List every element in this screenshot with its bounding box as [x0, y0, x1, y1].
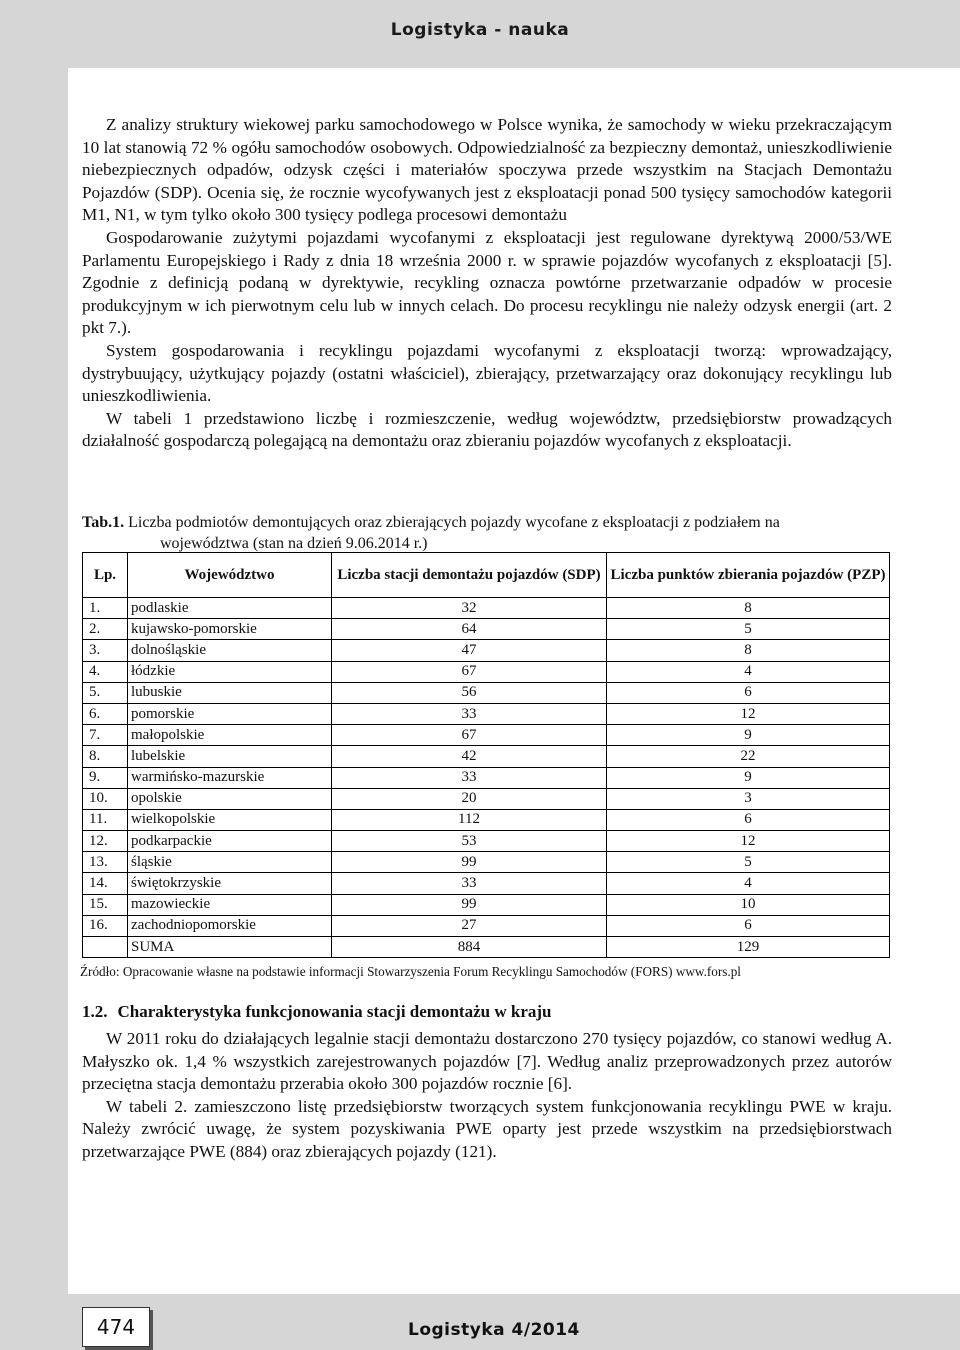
table-row	[83, 640, 890, 661]
sdp-count: 42	[332, 746, 607, 767]
table-caption-line1: Liczba podmiotów demontujących oraz zbierających pojazdy wycofane z eksploatacji z podziałem na	[128, 514, 780, 531]
row-number: 2.	[83, 619, 128, 640]
sum-sdp: 884	[332, 937, 607, 958]
running-header: Logistyka - nauka	[390, 20, 570, 40]
page-number: 474	[82, 1307, 150, 1347]
voivodeship-name: podlaskie	[128, 598, 332, 619]
pzp-count: 3	[607, 788, 890, 809]
voivodeship-name: dolnośląskie	[128, 640, 332, 661]
sdp-count: 32	[332, 598, 607, 619]
sdp-count: 64	[332, 619, 607, 640]
pzp-count: 5	[607, 619, 890, 640]
voivodeship-name: lubuskie	[128, 682, 332, 703]
paragraph-1: Z analizy struktury wiekowej parku samochodowego w Polsce wynika, że samochody w wieku przekraczającym 10 lat stanowią 72 % ogółu samochodów osobowych. Odpowiedzialność za bezpieczny demontaż, unieszkodliwienie niebezpiecznych odpadów, odzysk części i materiałów spoczywa przede wszystkim na Stacjach Demontażu Pojazdów (SDP). Ocenia się, że rocznie wycofywanych jest z eksploatacji ponad 500 tysięcy samochodów kategorii M1, N1, w tym tylko około 300 tysięcy podlega procesowi demontażu	[82, 115, 892, 225]
table-row	[83, 682, 890, 703]
table-row	[83, 619, 890, 640]
table-row	[83, 703, 890, 724]
pzp-count: 4	[607, 661, 890, 682]
row-number: 1.	[83, 598, 128, 619]
pzp-count: 8	[607, 640, 890, 661]
sum-empty	[83, 937, 128, 958]
section-paragraph-1: W 2011 roku do działających legalnie stacji demontażu dostarczono 270 tysięcy pojazdów, co stanowi według A. Małyszko ok. 1,4 % wszystkich zarejestrowanych pojazdów [7]. Według analiz przeprowadzonych przez autorów przeciętna stacja demontażu przerabia około 300 pojazdów rocznie [6].	[82, 1029, 892, 1094]
sdp-count: 33	[332, 703, 607, 724]
section-heading	[82, 1002, 551, 1022]
voivodeship-name: lubelskie	[128, 746, 332, 767]
header-lp: Lp.	[83, 553, 128, 598]
pzp-count: 6	[607, 682, 890, 703]
row-number: 14.	[83, 873, 128, 894]
header-voivodeship: Województwo	[128, 553, 332, 598]
sdp-count: 33	[332, 767, 607, 788]
row-number: 11.	[83, 809, 128, 830]
table-row	[83, 894, 890, 915]
pzp-count: 5	[607, 852, 890, 873]
table-row	[83, 809, 890, 830]
pzp-count: 6	[607, 915, 890, 936]
header-sdp: Liczba stacji demontażu pojazdów (SDP)	[332, 553, 607, 598]
pzp-count: 6	[607, 809, 890, 830]
row-number: 7.	[83, 725, 128, 746]
row-number: 15.	[83, 894, 128, 915]
sum-pzp: 129	[607, 937, 890, 958]
sdp-count: 99	[332, 852, 607, 873]
row-number: 13.	[83, 852, 128, 873]
sdp-count: 67	[332, 661, 607, 682]
table-row	[83, 598, 890, 619]
voivodeship-name: pomorskie	[128, 703, 332, 724]
pzp-count: 4	[607, 873, 890, 894]
sdp-count: 27	[332, 915, 607, 936]
voivodeship-name: warmińsko-mazurskie	[128, 767, 332, 788]
table-row	[83, 746, 890, 767]
paragraph-4: W tabeli 1 przedstawiono liczbę i rozmieszczenie, według województw, przedsiębiorstw prowadzących działalność gospodarczą polegającą na demontażu oraz zbieraniu pojazdów wycofanych z eksploatacji.	[82, 408, 892, 451]
journal-footer: Logistyka 4/2014	[408, 1320, 580, 1340]
table-row	[83, 915, 890, 936]
section-title: Charakterystyka funkcjonowania stacji demontażu w kraju	[117, 1002, 552, 1021]
voivodeship-name: świętokrzyskie	[128, 873, 332, 894]
sum-label: SUMA	[128, 937, 332, 958]
pzp-count: 10	[607, 894, 890, 915]
voivodeship-table	[82, 552, 890, 958]
sdp-count: 99	[332, 894, 607, 915]
row-number: 6.	[83, 703, 128, 724]
voivodeship-name: podkarpackie	[128, 831, 332, 852]
voivodeship-name: łódzkie	[128, 661, 332, 682]
section-number: 1.2.	[82, 1002, 108, 1021]
sdp-count: 33	[332, 873, 607, 894]
pzp-count: 9	[607, 725, 890, 746]
table-row	[83, 767, 890, 788]
table-caption-line2: województwa (stan na dzień 9.06.2014 r.)	[160, 535, 428, 552]
table-label: Tab.1.	[82, 514, 125, 531]
sdp-count: 112	[332, 809, 607, 830]
voivodeship-name: zachodniopomorskie	[128, 915, 332, 936]
section-paragraph-2: W tabeli 2. zamieszczono listę przedsiębiorstw tworzących system funkcjonowania recyklingu PWE w kraju. Należy zwrócić uwagę, że system pozyskiwania PWE oparty jest przede wszystkim na przedsiębiorstwach przetwarzające PWE (884) oraz zbierających pojazdy (121).	[82, 1096, 892, 1161]
sdp-count: 56	[332, 682, 607, 703]
row-number: 4.	[83, 661, 128, 682]
table-row	[83, 831, 890, 852]
voivodeship-name: śląskie	[128, 852, 332, 873]
table-row	[83, 661, 890, 682]
table-row	[83, 873, 890, 894]
voivodeship-name: małopolskie	[128, 725, 332, 746]
table-row	[83, 725, 890, 746]
table-header-row	[83, 553, 890, 598]
pzp-count: 12	[607, 831, 890, 852]
pzp-count: 22	[607, 746, 890, 767]
row-number: 3.	[83, 640, 128, 661]
row-number: 8.	[83, 746, 128, 767]
table-caption	[82, 512, 894, 554]
row-number: 12.	[83, 831, 128, 852]
paragraph-2: Gospodarowanie zużytymi pojazdami wycofanymi z eksploatacji jest regulowane dyrektywą 2000/53/WE Parlamentu Europejskiego i Rady z dnia 18 września 2000 r. w sprawie pojazdów wycofanych z eksploatacji [5]. Zgodnie z definicją podaną w dyrektywie, recykling oznacza powtórne przetwarzanie odpadów w procesie produkcyjnym w ich pierwotnym celu lub w innych celach. Do procesu recyklingu nie należy odzysk energii (art. 2 pkt 7.).	[82, 227, 892, 338]
voivodeship-name: wielkopolskie	[128, 809, 332, 830]
header-pzp: Liczba punktów zbierania pojazdów (PZP)	[607, 553, 890, 598]
paragraph-3: System gospodarowania i recyklingu pojazdami wycofanymi z eksploatacji tworzą: wprowadzający, dystrybuujący, użytkujący pojazdy (ostatni właściciel), zbierający, przetwarzający oraz dokonujący recyklingu lub unieszkodliwienia.	[82, 340, 892, 406]
table-sum-row	[83, 937, 890, 958]
sdp-count: 20	[332, 788, 607, 809]
row-number: 5.	[83, 682, 128, 703]
voivodeship-name: mazowieckie	[128, 894, 332, 915]
voivodeship-name: kujawsko-pomorskie	[128, 619, 332, 640]
table-row	[83, 788, 890, 809]
pzp-count: 12	[607, 703, 890, 724]
table-source: Źródło: Opracowanie własne na podstawie informacji Stowarzyszenia Forum Recyklingu Samochodów (FORS) www.fors.pl	[80, 964, 741, 979]
sdp-count: 47	[332, 640, 607, 661]
sdp-count: 53	[332, 831, 607, 852]
sdp-count: 67	[332, 725, 607, 746]
row-number: 9.	[83, 767, 128, 788]
table-row	[83, 852, 890, 873]
voivodeship-name: opolskie	[128, 788, 332, 809]
row-number: 10.	[83, 788, 128, 809]
pzp-count: 9	[607, 767, 890, 788]
page-content	[68, 68, 960, 1294]
row-number: 16.	[83, 915, 128, 936]
pzp-count: 8	[607, 598, 890, 619]
section-text	[82, 1028, 892, 1164]
intro-text	[82, 114, 892, 453]
